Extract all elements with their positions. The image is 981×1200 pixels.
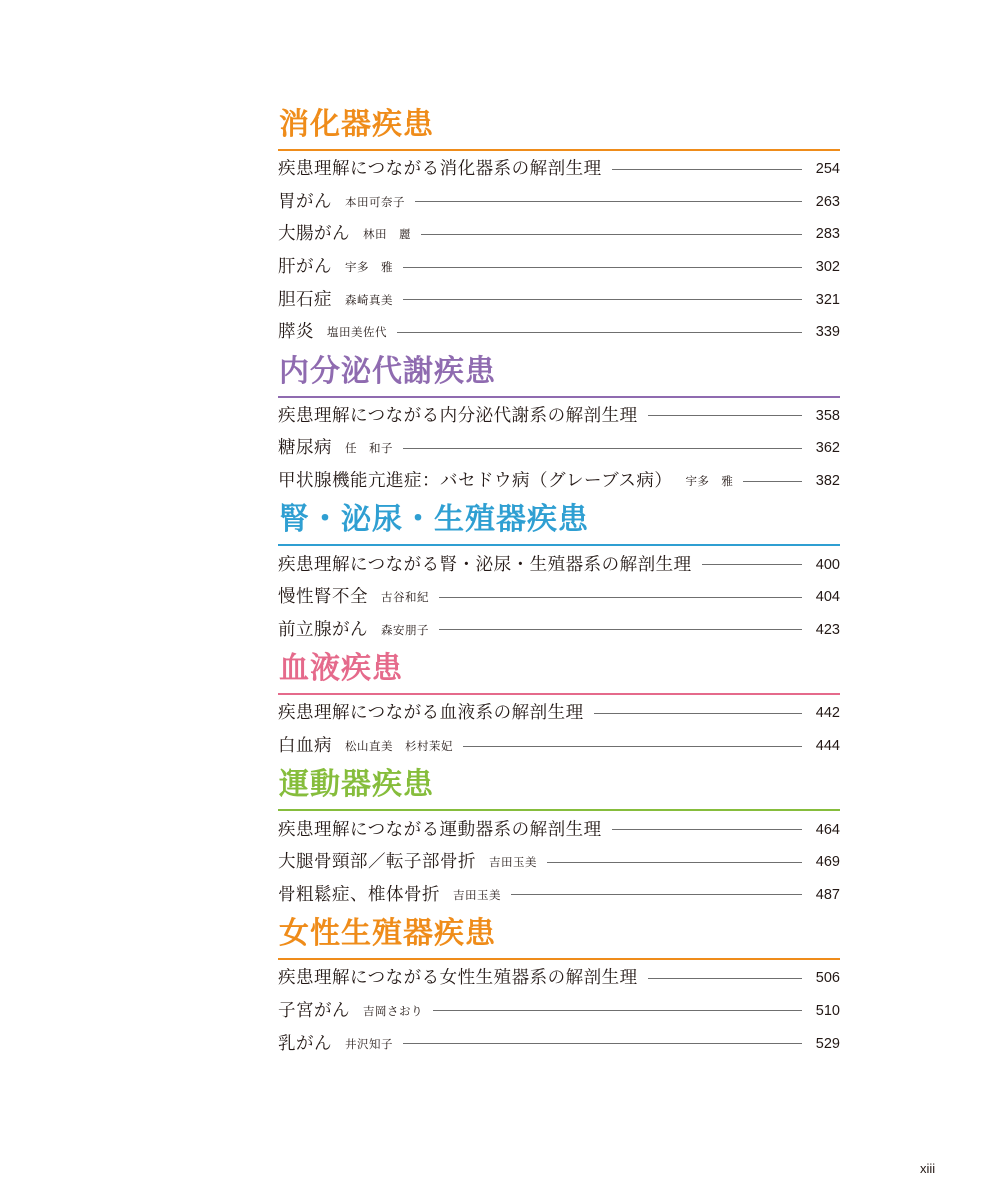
entry-author: 井沢知子 [345,1036,393,1051]
page-number: 362 [815,440,840,457]
toc-section-digestive [278,106,840,349]
toc-entry[interactable] [278,465,840,498]
dotted-leader [648,415,802,416]
toc-section-blood [278,650,840,762]
entry-title: 大腸がん [278,224,350,245]
entry-title: 膵炎 [278,322,314,343]
entry-title: 大腿骨頸部／転子部骨折 [278,852,476,873]
dotted-leader [433,1010,802,1011]
dotted-leader [403,267,802,268]
toc-entry[interactable] [278,846,840,879]
entry-title: 胆石症 [278,289,332,310]
dotted-leader [648,978,802,979]
entry-title: 疾患理解につながる腎・泌尿・生殖器系の解剖生理 [278,554,692,575]
dotted-leader [511,894,802,895]
page-number: 423 [815,621,840,638]
dotted-leader [439,597,802,598]
toc-entry[interactable] [278,1027,840,1060]
toc-entry[interactable] [278,153,840,186]
dotted-leader [403,299,802,300]
section-title: 腎・泌尿・生殖器疾患 [279,502,589,538]
page-number: 302 [815,259,840,276]
dotted-leader [463,746,802,747]
entry-author: 松山直美 杉村茉妃 [345,739,453,754]
entry-author: 森崎真美 [345,292,393,307]
section-divider [278,544,840,546]
page-number: 529 [815,1035,840,1052]
entry-title: 骨粗鬆症、椎体骨折 [278,884,440,905]
entry-author: 宇多 雅 [345,260,393,275]
dotted-leader [397,332,802,333]
table-of-contents [278,106,840,1060]
section-title: 内分泌代謝疾患 [279,353,496,389]
entry-title: 疾患理解につながる女性生殖器系の解剖生理 [278,968,638,989]
section-title: 血液疾患 [279,651,403,687]
page-number: 321 [815,291,840,308]
page-number: 506 [815,970,840,987]
entry-title: 疾患理解につながる運動器系の解剖生理 [278,819,602,840]
dotted-leader [702,564,802,565]
entry-title: 疾患理解につながる消化器系の解剖生理 [278,159,602,180]
toc-entry[interactable] [278,614,840,647]
toc-entry[interactable] [278,879,840,912]
entry-title: 子宮がん [278,1000,350,1021]
page-folio: xiii [920,1161,936,1176]
page-number: 510 [815,1002,840,1019]
toc-entry[interactable] [278,581,840,614]
page-number: 400 [815,556,840,573]
section-divider [278,396,840,398]
entry-author: 吉田玉美 [489,855,537,870]
entry-author: 塩田美佐代 [327,325,387,340]
dotted-leader [612,169,802,170]
section-divider [278,149,840,151]
toc-entry[interactable] [278,548,840,581]
entry-title: 甲状腺機能亢進症：バセドウ病（グレーブス病） [278,471,673,492]
toc-entry[interactable] [278,400,840,433]
dotted-leader [421,234,802,235]
entry-title: 疾患理解につながる内分泌代謝系の解剖生理 [278,405,638,426]
entry-author: 任 和子 [345,441,393,456]
toc-entry[interactable] [278,432,840,465]
toc-entry[interactable] [278,697,840,730]
dotted-leader [612,829,802,830]
toc-entry[interactable] [278,283,840,316]
section-divider [278,693,840,695]
entry-title: 乳がん [278,1033,332,1054]
dotted-leader [439,629,802,630]
page-number: 444 [815,738,840,755]
page-number: 358 [815,407,840,424]
toc-section-renal-urogenital [278,501,840,646]
entry-author: 宇多 雅 [685,474,734,489]
section-title: 運動器疾患 [279,767,434,803]
page-number: 263 [815,193,840,210]
page-number: 469 [815,854,840,871]
toc-section-musculoskeletal [278,766,840,911]
entry-title: 白血病 [278,736,332,757]
section-divider [278,809,840,811]
entry-author: 本田可奈子 [345,194,405,209]
entry-title: 慢性腎不全 [278,587,368,608]
entry-author: 林田 麗 [363,227,411,242]
entry-title: 胃がん [278,191,332,212]
entry-author: 吉岡さおり [363,1003,423,1018]
toc-entry[interactable] [278,251,840,284]
entry-author: 森安朋子 [381,622,429,637]
page-number: 382 [815,473,840,490]
dotted-leader [547,862,802,863]
entry-author: 吉田玉美 [453,887,501,902]
section-title: 消化器疾患 [279,107,434,142]
dotted-leader [415,201,802,202]
page-number: 404 [815,589,840,606]
toc-entry[interactable] [278,995,840,1028]
dotted-leader [594,713,802,714]
page-number: 254 [815,161,840,178]
toc-section-endocrine [278,353,840,498]
toc-entry[interactable] [278,962,840,995]
dotted-leader [403,1043,802,1044]
entry-title: 肝がん [278,257,332,278]
section-divider [278,958,840,960]
section-title: 女性生殖器疾患 [279,916,496,952]
dotted-leader [403,448,802,449]
page-number: 339 [815,324,840,341]
toc-entry[interactable] [278,316,840,349]
dotted-leader [743,481,802,482]
entry-author: 古谷和紀 [381,590,429,605]
toc-entry[interactable] [278,730,840,763]
toc-section-female-reproductive [278,915,840,1060]
toc-entry[interactable] [278,218,840,251]
page-number: 442 [815,705,840,722]
page-number: 464 [815,821,840,838]
page-number: 487 [815,886,840,903]
entry-title: 疾患理解につながる血液系の解剖生理 [278,703,584,724]
toc-entry[interactable] [278,186,840,219]
page-number: 283 [815,226,840,243]
entry-title: 糖尿病 [278,438,332,459]
entry-title: 前立腺がん [278,619,368,640]
toc-entry[interactable] [278,813,840,846]
